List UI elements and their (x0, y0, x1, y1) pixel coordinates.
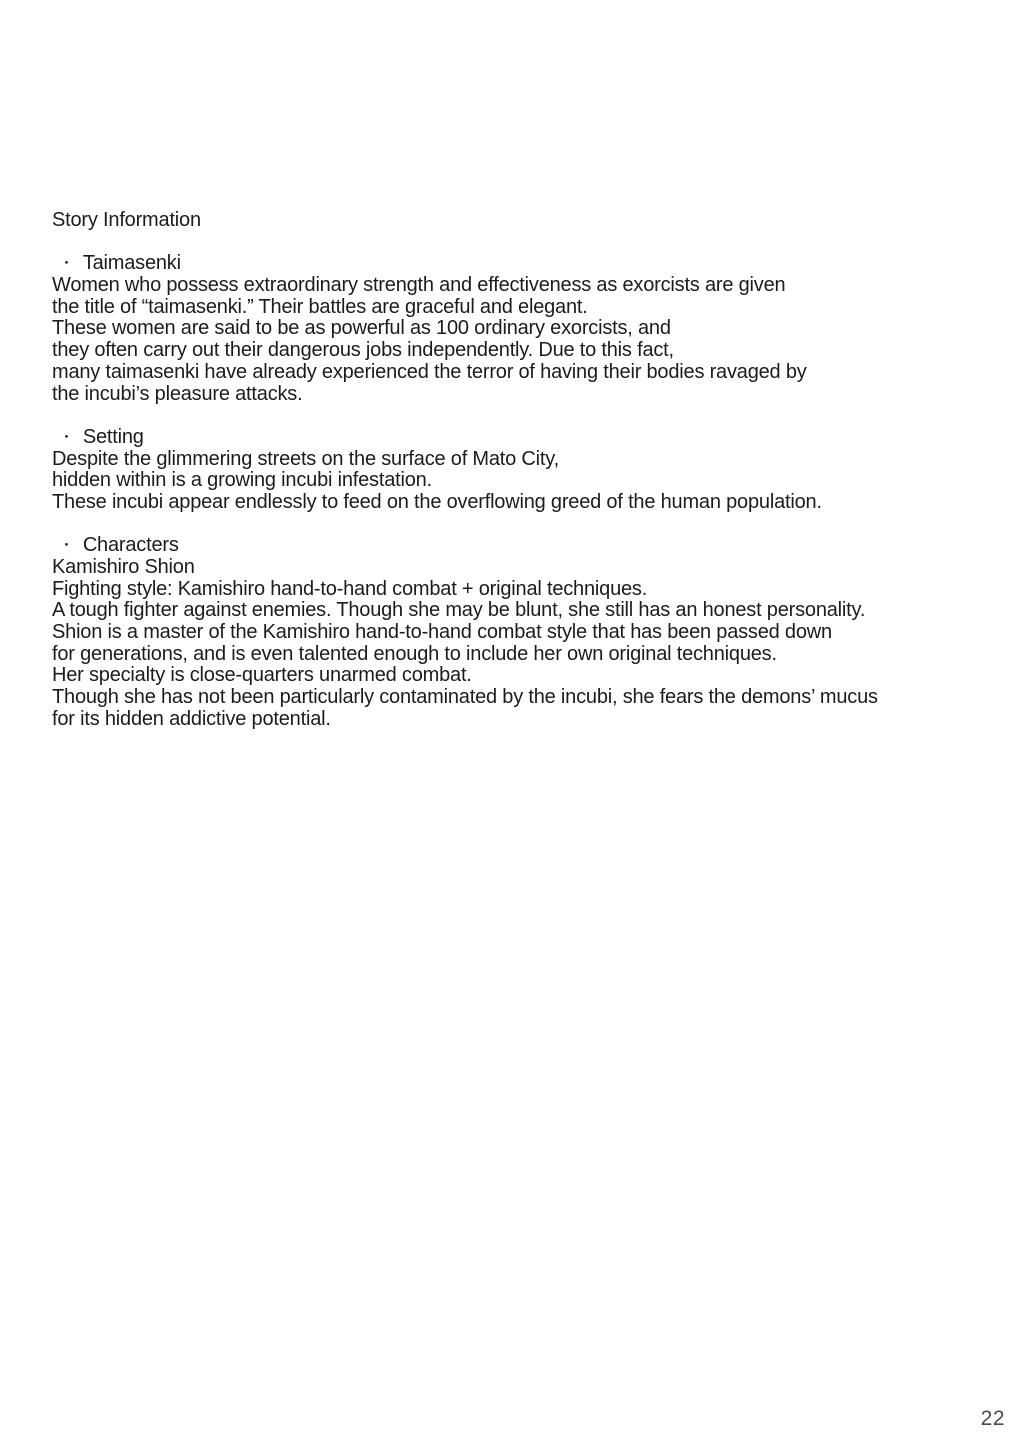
page-title: Story Information (52, 209, 201, 231)
text-line: Fighting style: Kamishiro hand-to-hand combat + original techniques. (52, 577, 648, 600)
text-line: for generations, and is even talented enough to include her own original techniques. (52, 642, 777, 665)
text-line: for its hidden addictive potential. (52, 707, 331, 730)
text-line: These women are said to be as powerful as 100 ordinary exorcists, and (52, 317, 671, 340)
section-heading-taimasenki (52, 253, 878, 275)
section-heading-label: Taimasenki (82, 252, 181, 275)
text-line: the incubi’s pleasure attacks. (52, 382, 303, 405)
blank-line (52, 232, 878, 254)
text-line: they often carry out their dangerous jobs independently. Due to this fact, (52, 339, 674, 362)
section-heading-characters (52, 535, 878, 557)
text-line: the title of “taimasenki.” Their battles are graceful and elegant. (52, 295, 588, 318)
page-number: 22 (980, 1407, 1005, 1430)
bullet-dot-icon: ・ (59, 537, 74, 555)
text-line: Despite the glimmering streets on the surface of Mato City, (52, 447, 559, 470)
story-information-block (52, 210, 878, 731)
text-line: Her specialty is close-quarters unarmed combat. (52, 664, 472, 687)
text-line: These incubi appear endlessly to feed on the overflowing greed of the human population. (52, 490, 822, 513)
text-line: Shion is a master of the Kamishiro hand-to-hand combat style that has been passed down (52, 621, 832, 644)
bullet-dot-icon: ・ (59, 255, 74, 273)
section-heading-setting (52, 427, 878, 449)
section-heading-label: Setting (82, 425, 144, 448)
section-heading-label: Characters (82, 534, 179, 557)
blank-line (52, 514, 878, 536)
text-line: many taimasenki have already experienced the terror of having their bodies ravaged by (52, 360, 807, 383)
bullet-dot-icon: ・ (59, 428, 74, 446)
text-line: Kamishiro Shion (52, 556, 195, 578)
text-line: Though she has not been particularly contaminated by the incubi, she fears the demons’ mucus (52, 686, 878, 709)
blank-line (52, 405, 878, 427)
text-line: A tough fighter against enemies. Though she may be blunt, she still has an honest personality. (52, 599, 866, 622)
text-line: hidden within is a growing incubi infestation. (52, 469, 432, 492)
text-line: Women who possess extraordinary strength and effectiveness as exorcists are given (52, 274, 786, 297)
